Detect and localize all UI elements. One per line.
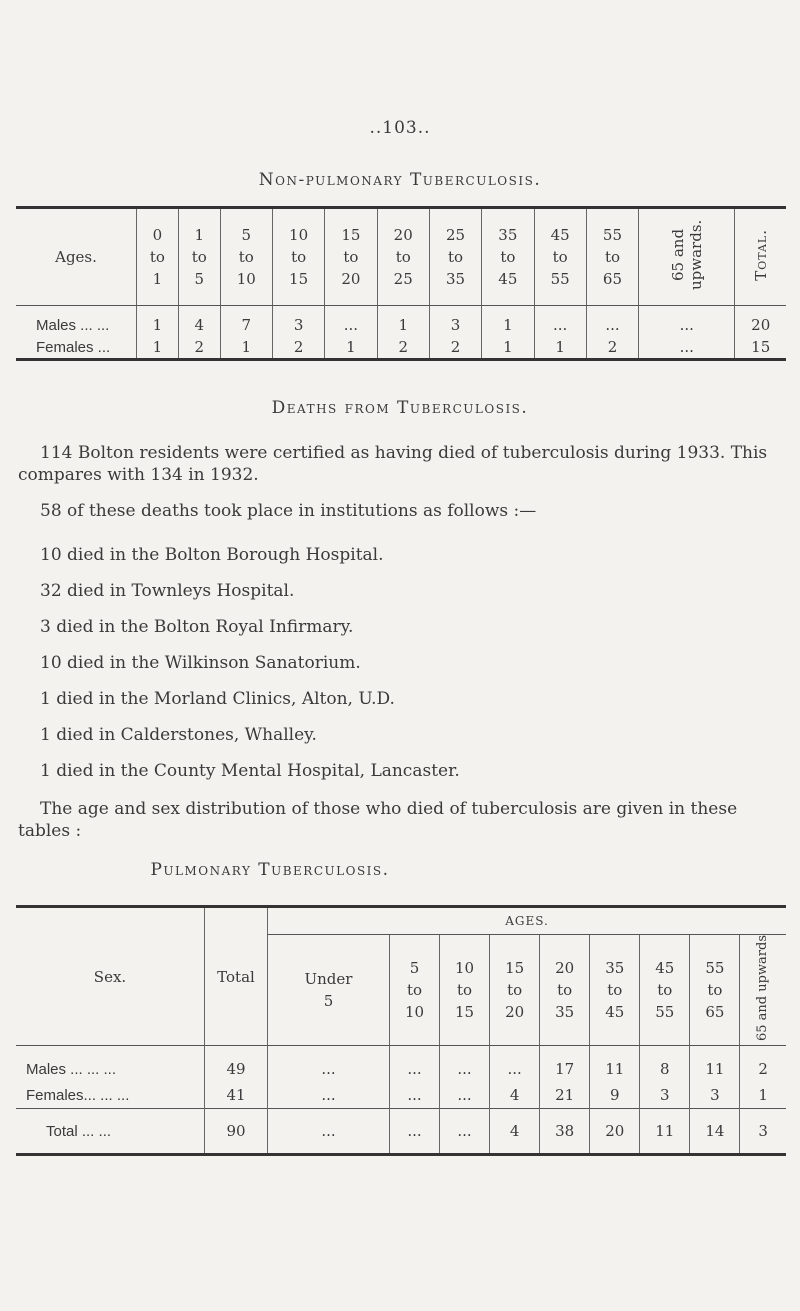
- table-cell: ...: [490, 1046, 540, 1083]
- deaths-title: Deaths from Tuberculosis.: [271, 398, 529, 418]
- table-row: [16, 1046, 786, 1083]
- table-cell: ...: [325, 306, 377, 337]
- table-cell: 38: [540, 1109, 590, 1155]
- table-cell: ...: [440, 1082, 490, 1109]
- total-header: Total.: [735, 208, 786, 306]
- table-cell: ...: [389, 1046, 439, 1083]
- table-cell: 1: [482, 306, 534, 337]
- table-cell: 3: [272, 306, 324, 337]
- row-label: Males ... ... ...: [26, 1060, 117, 1078]
- table-cell: 41: [205, 1082, 268, 1109]
- table-cell: 2: [272, 336, 324, 360]
- age-group-header: 15 to 20: [490, 935, 540, 1046]
- distribution-text: The age and sex distribution of those who died of tuberculosis are given in these tables :: [18, 799, 738, 841]
- table-cell: 1: [220, 336, 272, 360]
- institution-item: 1 died in the County Mental Hospital, Lancaster.: [40, 761, 460, 781]
- age-group-header: 55 to 65: [586, 208, 638, 306]
- institution-item: 1 died in the Morland Clinics, Alton, U.D.: [40, 689, 395, 709]
- table-cell: 14: [690, 1109, 740, 1155]
- age-group-header: 0 to 1: [137, 208, 179, 306]
- table-cell: 8: [640, 1046, 690, 1083]
- institution-item: 10 died in the Wilkinson Sanatorium.: [40, 653, 361, 673]
- row-label: Females ...: [36, 338, 111, 356]
- non-pulmonary-title: Non-pulmonary Tuberculosis.: [258, 170, 542, 190]
- age-group-header: 35 to 45: [590, 935, 640, 1046]
- upwards-header: 65 and upwards.: [639, 208, 735, 306]
- table-row: [16, 336, 786, 360]
- upwards-header: 65 and upwards: [740, 935, 786, 1046]
- age-group-header: 55 to 65: [690, 935, 740, 1046]
- row-label: Females... ... ...: [26, 1086, 130, 1104]
- table-cell: ...: [586, 306, 638, 337]
- table-cell: 1: [534, 336, 586, 360]
- table-cell: 20: [735, 306, 786, 337]
- table-cell: ...: [389, 1109, 439, 1155]
- table-cell: 2: [586, 336, 638, 360]
- table-row: [16, 1082, 786, 1109]
- row-label: Males ... ...: [36, 316, 110, 334]
- non-pulmonary-table: [16, 206, 786, 361]
- table-cell: 3: [640, 1082, 690, 1109]
- row-label: Total ... ...: [16, 1109, 205, 1155]
- age-group-header: 45 to 55: [534, 208, 586, 306]
- age-group-header: 10 to 15: [440, 935, 490, 1046]
- institutions-intro: 58 of these deaths took place in institutions as follows :—: [40, 501, 537, 521]
- table-cell: 7: [220, 306, 272, 337]
- age-group-header: 20 to 25: [377, 208, 429, 306]
- age-group-header: 5 to 10: [389, 935, 439, 1046]
- pulmonary-title: Pulmonary Tuberculosis.: [150, 860, 390, 880]
- age-group-header: 10 to 15: [272, 208, 324, 306]
- institution-item: 1 died in Calderstones, Whalley.: [40, 725, 317, 745]
- institution-item: 3 died in the Bolton Royal Infirmary.: [40, 617, 354, 637]
- age-group-header: 35 to 45: [482, 208, 534, 306]
- age-group-header: 1 to 5: [178, 208, 220, 306]
- age-group-header: 25 to 35: [429, 208, 481, 306]
- table-cell: 15: [735, 336, 786, 360]
- table-cell: 21: [540, 1082, 590, 1109]
- table-cell: 11: [690, 1046, 740, 1083]
- table-row: [16, 1109, 786, 1155]
- table-cell: 20: [590, 1109, 640, 1155]
- table-cell: 3: [740, 1109, 786, 1155]
- table-cell: 9: [590, 1082, 640, 1109]
- table-cell: ...: [268, 1109, 390, 1155]
- table-cell: 49: [205, 1046, 268, 1083]
- age-group-header: 20 to 35: [540, 935, 590, 1046]
- deaths-intro: 114 Bolton residents were certified as having died of tuberculosis during 1933. This compares with 134 in 1932.: [18, 443, 768, 485]
- table-header-row: [16, 208, 786, 306]
- table-cell: ...: [639, 336, 735, 360]
- age-group-header: 45 to 55: [640, 935, 690, 1046]
- table-cell: 2: [178, 336, 220, 360]
- table-cell: ...: [268, 1046, 390, 1083]
- table-cell: ...: [440, 1046, 490, 1083]
- table-cell: 3: [429, 306, 481, 337]
- table-cell: 4: [178, 306, 220, 337]
- table-cell: 90: [205, 1109, 268, 1155]
- institution-item: 32 died in Townleys Hospital.: [40, 581, 295, 601]
- table-cell: 2: [429, 336, 481, 360]
- table-cell: 1: [325, 336, 377, 360]
- age-group-header: 5 to 10: [220, 208, 272, 306]
- table-cell: 1: [137, 336, 179, 360]
- table-cell: 2: [740, 1046, 786, 1083]
- table-cell: 4: [490, 1082, 540, 1109]
- table-cell: 4: [490, 1109, 540, 1155]
- table-cell: 1: [377, 306, 429, 337]
- age-group-header: 15 to 20: [325, 208, 377, 306]
- table-cell: 3: [690, 1082, 740, 1109]
- table-cell: ...: [534, 306, 586, 337]
- table-row: [16, 306, 786, 337]
- table-cell: 11: [590, 1046, 640, 1083]
- sex-header: Sex.: [16, 907, 205, 1046]
- table-cell: 11: [640, 1109, 690, 1155]
- institution-item: 10 died in the Bolton Borough Hospital.: [40, 545, 384, 565]
- page-number: ..103..: [369, 118, 431, 138]
- ages-header: AGES.: [268, 907, 787, 935]
- total-header: Total: [205, 907, 268, 1046]
- table-cell: 2: [377, 336, 429, 360]
- table-cell: 1: [137, 306, 179, 337]
- age-group-header: Under 5: [268, 935, 390, 1046]
- table-cell: ...: [268, 1082, 390, 1109]
- table-cell: ...: [389, 1082, 439, 1109]
- table-header-row: [16, 907, 786, 935]
- table-cell: ...: [440, 1109, 490, 1155]
- pulmonary-table: [16, 905, 786, 1156]
- table-cell: 1: [740, 1082, 786, 1109]
- table-cell: ...: [639, 306, 735, 337]
- ages-header: Ages.: [16, 208, 137, 306]
- table-cell: 1: [482, 336, 534, 360]
- table-cell: 17: [540, 1046, 590, 1083]
